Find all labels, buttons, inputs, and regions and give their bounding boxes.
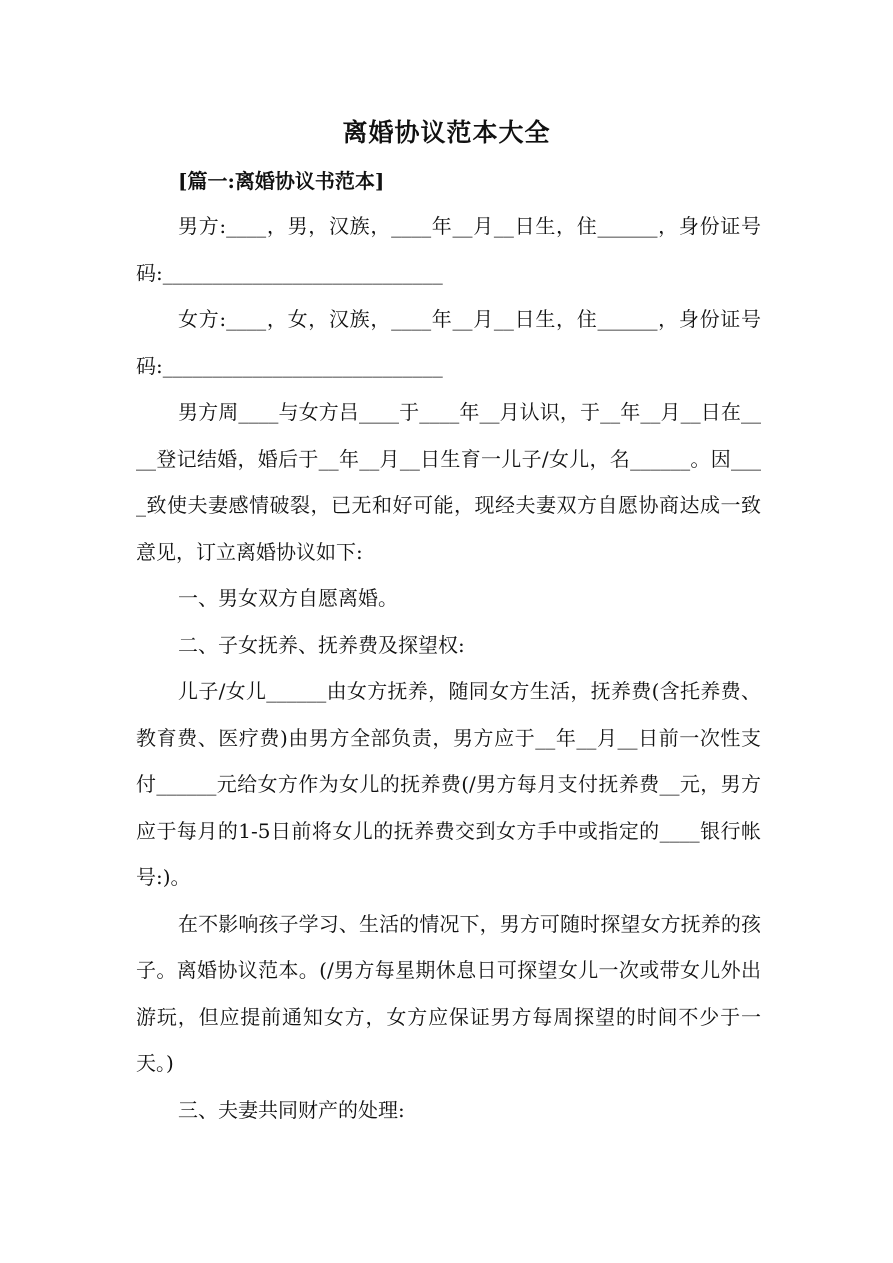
document-title: 离婚协议范本大全 [342,118,551,147]
paragraph-marriage-background: 男方周____与女方吕____于____年__月认识，于__年__月__日在____登记结婚，婚后于__年__月__日生育一儿子/女儿，名______。因____致使夫妻感情破裂，已无和好可能，现经夫妻双方自愿协商达成一致意见，订立离婚协议如下: [136,400,761,564]
clause-2-heading: 二、子女抚养、抚养费及探望权: [178,632,465,657]
paragraph-female-party: 女方:____，女，汉族，____年__月__日生，住______，身份证号码:____________________________ [136,307,761,378]
document-body [136,203,761,1133]
clause-3-heading: 三、夫妻共同财产的处理: [178,1097,405,1122]
clause-1-divorce: 一、男女双方自愿离婚。 [178,586,398,610]
paragraph-visitation: 在不影响孩子学习、生活的情况下，男方可随时探望女方抚养的孩子。离婚协议范本。(/男方每星期休息日可探望女儿一次或带女儿外出游玩，但应提前通知女方，女方应保证男方每周探望的时间不少于一天。) [136,911,761,1075]
paragraph-male-party: 男方:____，男，汉族，____年__月__日生，住______，身份证号码:____________________________ [136,214,761,285]
section-heading: [篇一:离婚协议书范本] [178,169,385,193]
paragraph-child-support: 儿子/女儿______由女方抚养，随同女方生活，抚养费(含托养费、教育费、医疗费)由男方全部负责，男方应于__年__月__日前一次性支付______元给女方作为女儿的抚养费(/男方每月支付抚养费__元，男方应于每月的1-5日前将女儿的抚养费交到女方手中或指定的____银行帐号:)。 [136,679,761,889]
